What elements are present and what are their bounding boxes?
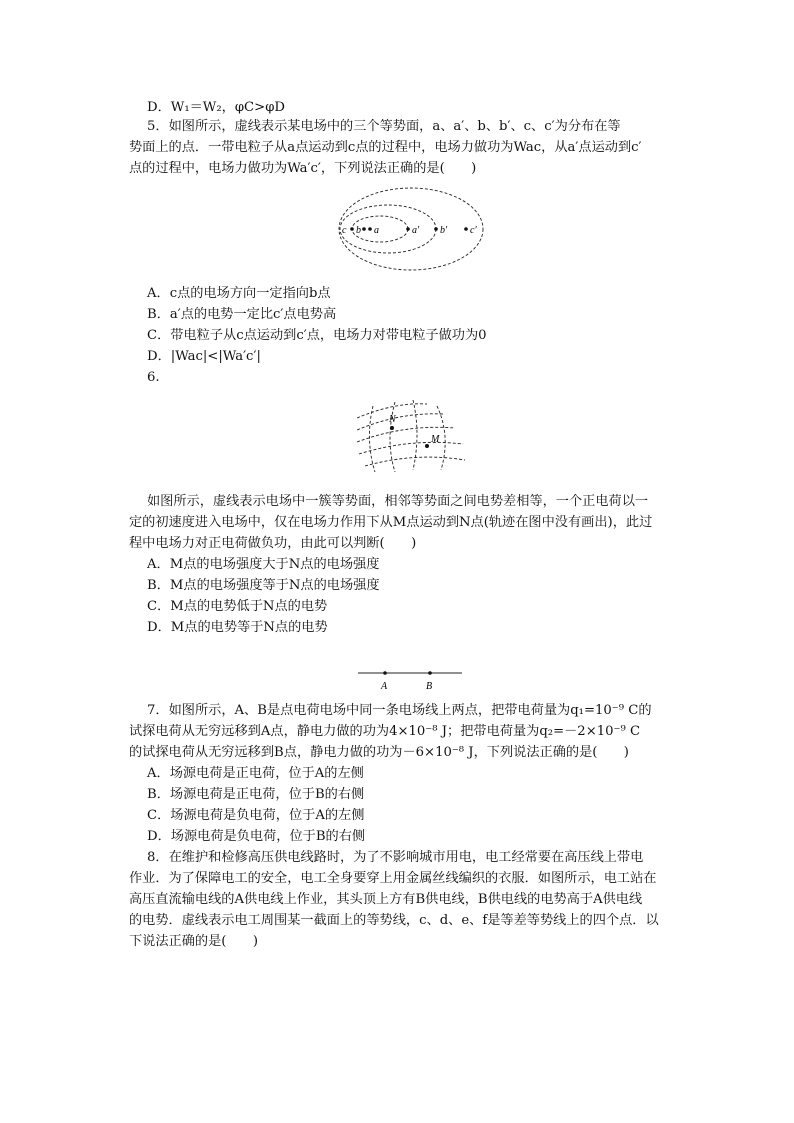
q6-label-m: M xyxy=(431,434,440,445)
q6-equipotential-4 xyxy=(359,442,463,454)
q6-point-m xyxy=(425,444,429,448)
q6-stem-line-1: 如图所示，虚线表示电场中一簇等势面，相邻等势面之间电势差相等，一个正电荷以一 xyxy=(147,494,649,509)
q6-option-a: A．M点的电场强度大于N点的电场强度 xyxy=(147,557,380,572)
q7-stem-line-3: 的试探电荷从无穷远移到B点，静电力做的功为－6×10⁻⁸ J，下列说法正确的是( ) xyxy=(129,745,629,760)
q5-option-a: A．c点的电场方向一定指向b点 xyxy=(147,286,331,301)
q7-point-a xyxy=(383,671,387,675)
q8-stem-line-3: 高压直流输电线的A供电线上作业，其头顶上方有B供电线，B供电线的电势高于A供电线 xyxy=(129,892,643,907)
q5-label-a-prime: a′ xyxy=(412,225,420,236)
q7-field-line-figure xyxy=(356,664,466,692)
q5-point-b xyxy=(362,227,366,231)
q5-point-c xyxy=(350,227,354,231)
q5-option-c: C．带电粒子从c点运动到c′点，电场力对带电粒子做功为0 xyxy=(147,328,487,343)
q7-option-a: A．场源电荷是正电荷，位于A的左侧 xyxy=(147,766,364,781)
q7-stem-line-2: 试探电荷从无穷远移到A点，静电力做的功为4×10⁻⁸ J；把带电荷量为q₂=－2×10⁻⁹ C xyxy=(129,724,641,739)
q6-option-b: B．M点的电场强度等于N点的电场强度 xyxy=(147,578,380,593)
q6-field-line-1 xyxy=(369,406,375,472)
q5-label-b-prime: b′ xyxy=(440,225,448,236)
q6-label-n: N xyxy=(389,414,396,425)
q7-label-b: B xyxy=(426,681,433,692)
q5-point-b-prime xyxy=(434,227,438,231)
q5-label-a: a xyxy=(374,225,379,236)
q5-label-c-prime: c′ xyxy=(470,225,477,236)
q6-stem-line-2: 定的初速度进入电场中，仅在电场力作用下从M点运动到N点(轨迹在图中没有画出)，此过 xyxy=(129,515,653,530)
q5-stem-line-2: 势面上的点．一带电粒子从a点运动到c点的过程中，电场力做功为Wac，从a′点运动到c′ xyxy=(129,140,642,155)
q4-option-d: D．W₁＝W₂，φC>φD xyxy=(147,100,285,115)
q5-option-d: D．|Wac|<|Wa′c′| xyxy=(147,349,261,364)
q6-equipotential-3 xyxy=(357,427,455,442)
q5-stem-line-1: 5．如图所示，虚线表示某电场中的三个等势面，a、a′、b、b′、c、c′为分布在等 xyxy=(147,119,621,134)
q6-equipotential-figure xyxy=(355,400,467,474)
q8-stem-line-2: 作业．为了保障电工的安全，电工全身要穿上用金属丝线编织的衣服．如图所示，电工站在 xyxy=(129,871,657,886)
q8-stem-line-1: 8．在维护和检修高压供电线路时，为了不影响城市用电，电工经常要在高压线上带电 xyxy=(147,850,644,865)
q6-field-line-2 xyxy=(390,402,395,472)
q6-field-line-3 xyxy=(413,400,417,470)
q8-stem-line-5: 下说法正确的是( ) xyxy=(129,934,258,949)
q5-label-c: c xyxy=(342,225,347,236)
q7-option-d: D．场源电荷是负电荷，位于B的右侧 xyxy=(147,829,366,844)
q7-option-c: C．场源电荷是负电荷，位于A的左侧 xyxy=(147,808,365,823)
q6-option-c: C．M点的电势低于N点的电势 xyxy=(147,599,328,614)
q6-option-d: D．M点的电势等于N点的电势 xyxy=(147,620,328,635)
q7-point-b xyxy=(428,671,432,675)
q5-label-b: b xyxy=(356,225,361,236)
q6-number: 6. xyxy=(147,370,160,385)
q8-stem-line-4: 的电势．虚线表示电工周围某一截面上的等势线，c、d、e、f是等差等势线上的四个点．以 xyxy=(129,913,659,928)
q5-option-b: B．a′点的电势一定比c′点电势高 xyxy=(147,307,337,322)
q7-label-a: A xyxy=(381,681,388,692)
q7-stem-line-1: 7．如图所示，A、B是点电荷电场中同一条电场线上两点，把带电荷量为q₁=10⁻⁹ C的 xyxy=(147,703,652,718)
q5-point-c-prime xyxy=(464,227,468,231)
q5-equipotential-figure xyxy=(336,186,486,274)
q5-stem-line-3: 点的过程中，电场力做功为Wa′c′，下列说法正确的是( ) xyxy=(129,161,477,176)
q5-point-a-prime xyxy=(406,227,410,231)
q5-middle-equipotential xyxy=(340,205,436,253)
q5-point-a xyxy=(368,227,372,231)
q6-stem-line-3: 程中电场力对正电荷做负功，由此可以判断( ) xyxy=(129,536,417,551)
q7-option-b: B．场源电荷是正电荷，位于B的右侧 xyxy=(147,787,365,802)
q6-point-n xyxy=(390,426,394,430)
